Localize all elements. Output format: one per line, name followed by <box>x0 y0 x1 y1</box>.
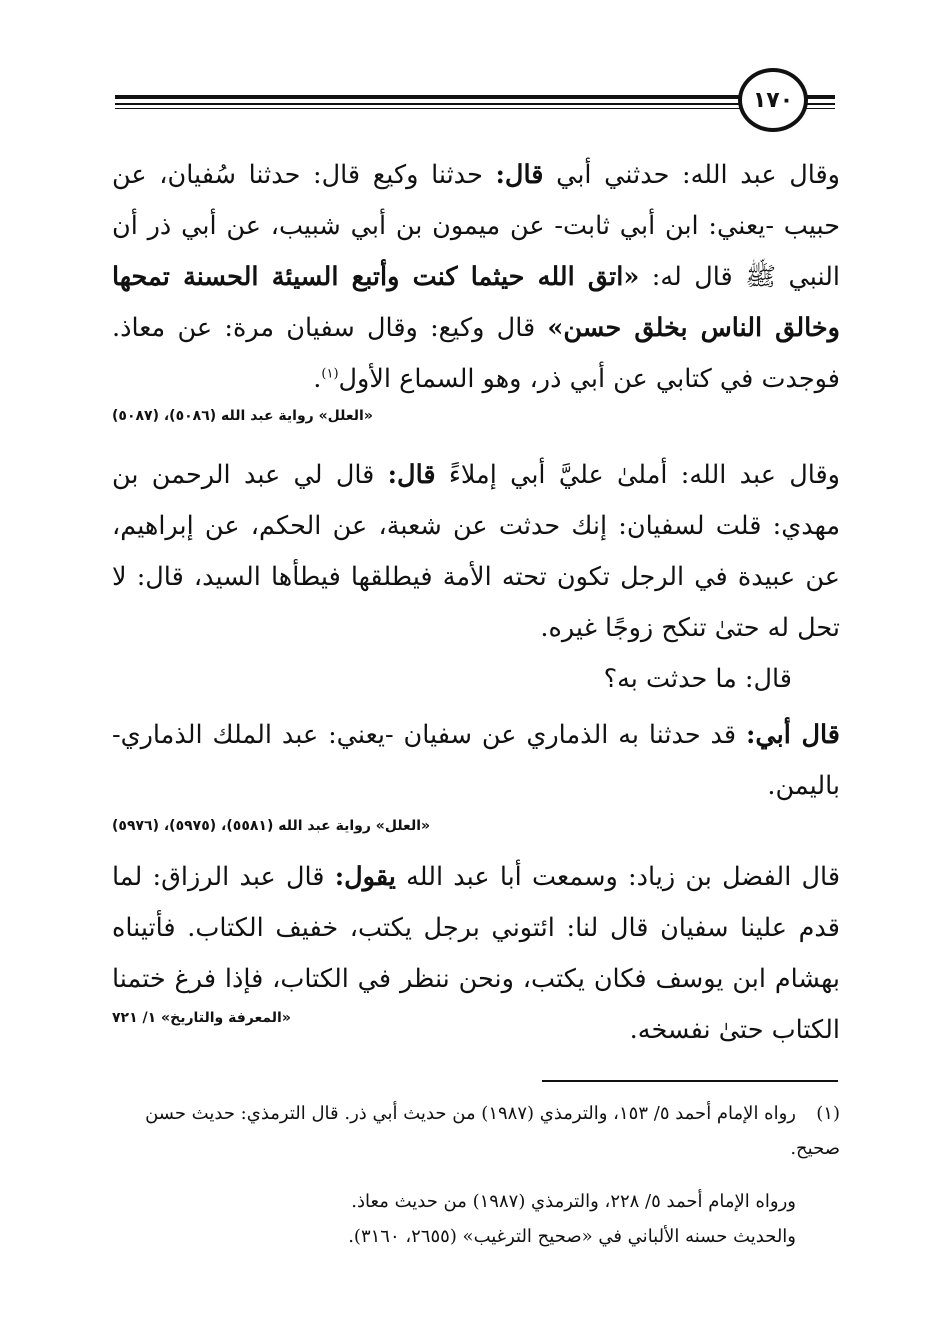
footnote-number: (١) <box>816 1103 840 1124</box>
entry-1-hadith: «اتق الله حيثما كنت وأتبع السيئة الحسنة تمحها وخالق الناس بخلق حسن» <box>112 262 840 343</box>
entry-1-source: «العلل» رواية عبد الله (٥٠٨٦)، (٥٠٨٧) <box>112 408 373 424</box>
footnote-separator <box>542 1080 838 1082</box>
entry-1-bold-qal: قال: <box>495 160 544 190</box>
entry-1-part: قال وكيع: وقال سفيان مرة: عن معاذ. فوجدت في كتابي عن أبي ذر، وهو السماع الأول <box>112 313 840 394</box>
entry-2-part: قد حدثنا به الذماري عن سفيان -يعني: عبد الملك الذماري- باليمن. <box>112 720 840 801</box>
entry-3-part: قال الفضل بن زياد: وسمعت أبا عبد الله <box>395 862 841 892</box>
header-rule-hairline <box>115 108 835 109</box>
entry-2-answer <box>112 710 840 812</box>
header-rule-thick <box>115 95 835 99</box>
footnote-1 <box>112 1096 840 1166</box>
page-number: ١٧٠ <box>738 68 808 132</box>
footnote-line-3: والحديث حسنه الألباني في «صحيح الترغيب» (٢٦٥٥، ٣١٦٠). <box>348 1226 796 1247</box>
entry-3-part: قال عبد الرزاق: لما قدم علينا سفيان قال لنا: ائتوني برجل يكتب، خفيف الكتاب. فأتيناه بهشام ابن يوسف فكان يكتب، ونحن ننظر في الكتاب، فإذا فرغ ختمنا الكتاب حتىٰ نفسخه. <box>112 862 840 1045</box>
entry-2-part: قال لي عبد الرحمن بن مهدي: قلت لسفيان: إنك حدثت عن شعبة، عن الحكم، عن إبراهيم، عن عبيدة في الرجل تكون تحته الأمة فيطلقها فيطأها السيد، قال: لا تحل له حتىٰ تنكح زوجًا غيره. <box>112 460 840 643</box>
entry-2-text <box>112 450 840 654</box>
entry-2-question: قال: ما حدثت به؟ <box>603 664 792 694</box>
entry-1-part: حدثنا وكيع قال: حدثنا سُفيان، عن حبيب -يعني: ابن أبي ثابت- عن ميمون بن أبي شبيب، عن أبي ذر أن النبي ﷺ قال له: <box>112 160 840 292</box>
entry-1-text: وقال عبد الله: حدثني أبي قال: حدثنا وكيع قال: حدثنا سُفيان، عن حبيب -يعني: ابن أبي ثابت- عن ميمون بن أبي شبيب، عن أبي ذر أن النبي ﷺ قال له: «اتق الله حيثما كنت وأتبع السيئة الحسنة تمحها وخالق الناس بخلق حسن» قال وكيع: وقال سفيان مرة: عن معاذ. فوجدت في كتابي عن أبي ذر، وهو السماع الأول$^{(١)}$. <box>112 160 840 394</box>
header-rule-thin <box>115 103 835 105</box>
entry-2-source: «العلل» رواية عبد الله (٥٥٨١)، (٥٩٧٥)، (٥٩٧٦) <box>112 818 431 834</box>
entry-3-bold-yaqul: يقول: <box>334 862 396 892</box>
footnote-marker: (١) <box>321 366 339 382</box>
entry-2-bold-qal-abi: قال أبي: <box>745 720 840 750</box>
entry-2-bold-qal: قال: <box>387 460 436 490</box>
entry-3-source: «المعرفة والتاريخ» ١/ ٧٢١ <box>112 1010 291 1026</box>
entry-2-part: وقال عبد الله: أملىٰ عليَّ أبي إملاءً <box>435 460 840 490</box>
footnote-line-2: ورواه الإمام أحمد ٥/ ٢٢٨، والترمذي (١٩٨٧) من حديث معاذ. <box>351 1191 796 1212</box>
entry-1-part: وقال عبد الله: حدثني أبي <box>543 160 840 190</box>
footnote-line: رواه الإمام أحمد ٥/ ١٥٣، والترمذي (١٩٨٧) من حديث أبي ذر. قال الترمذي: حديث حسن صحيح. <box>145 1103 840 1159</box>
